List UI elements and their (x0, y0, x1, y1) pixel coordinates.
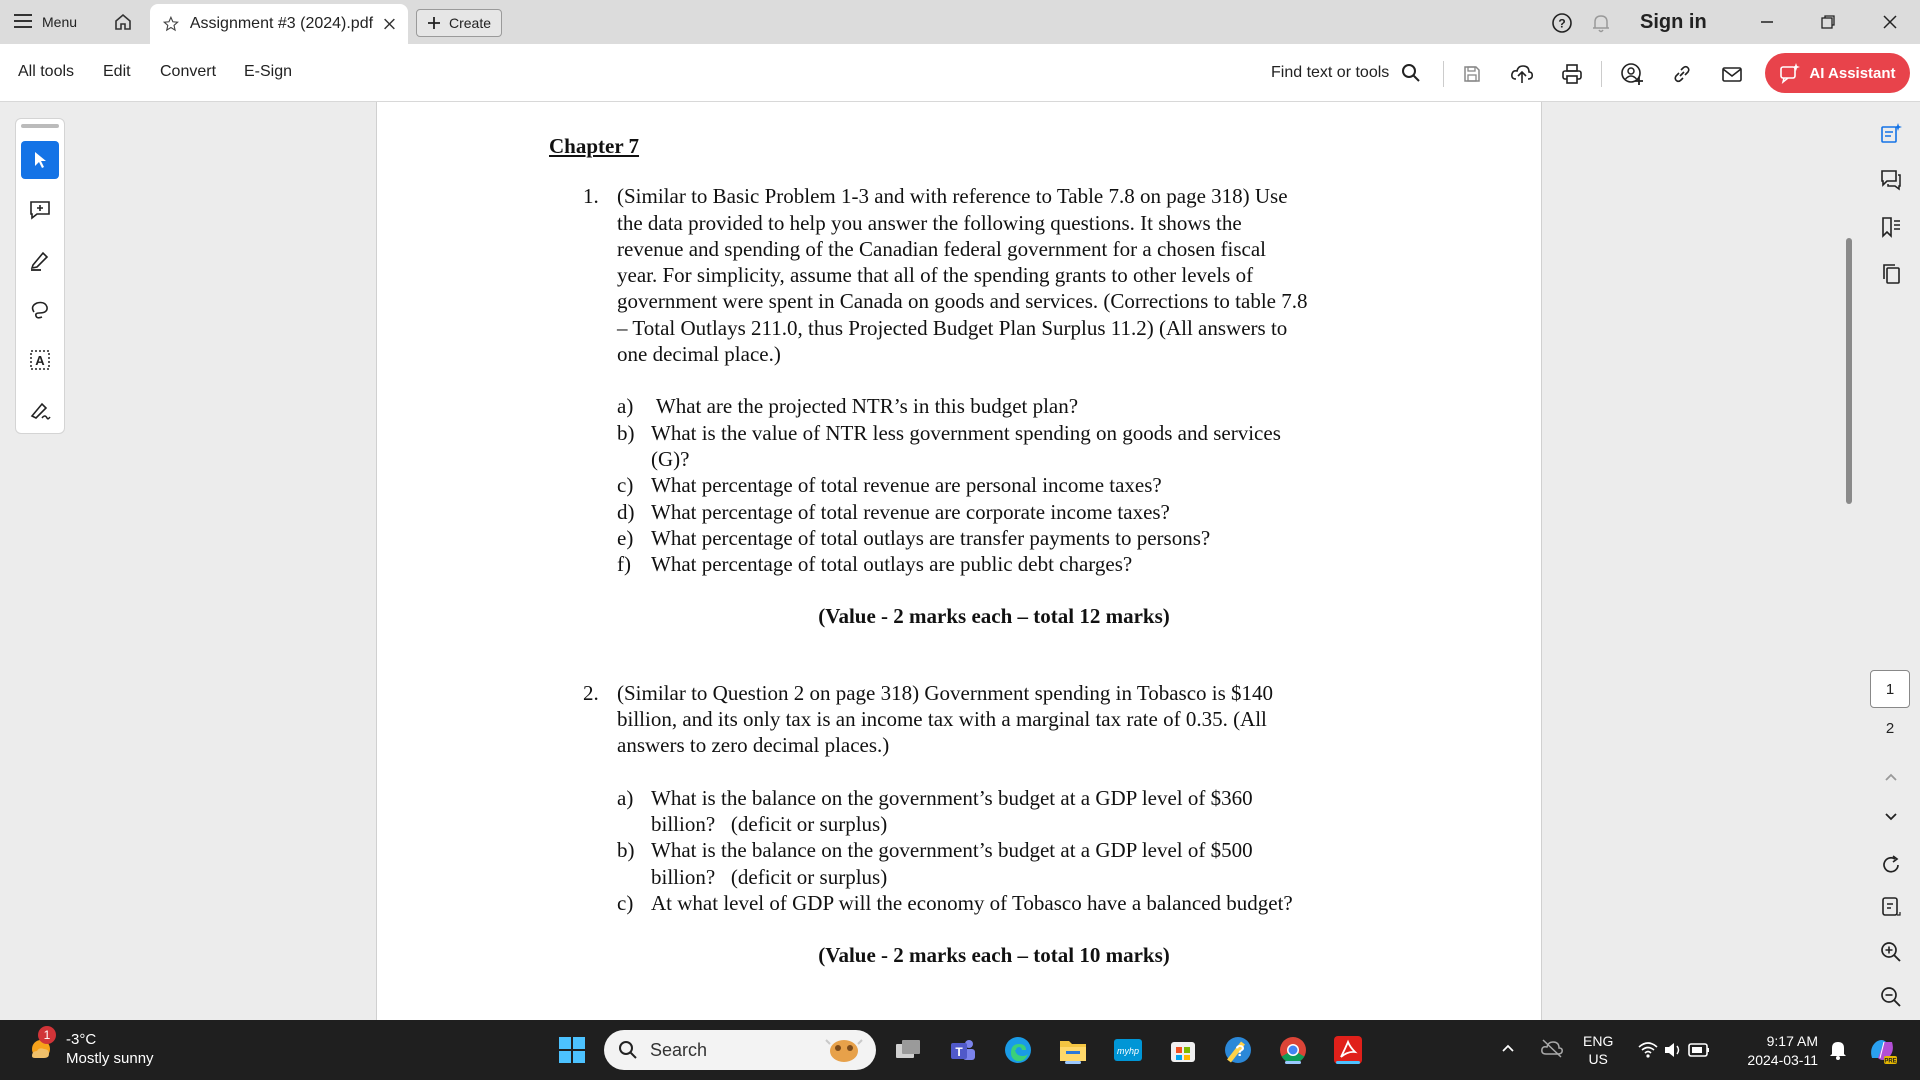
wifi-icon (1639, 1043, 1657, 1058)
plus-icon (427, 16, 441, 30)
store-icon (1169, 1036, 1197, 1064)
marks-value: (Value - 2 marks each – total 10 marks) (818, 943, 1170, 968)
tab-title: Assignment #3 (2024).pdf (189, 15, 374, 32)
bookmarks-icon[interactable] (1874, 210, 1908, 244)
list-item (617, 890, 1371, 916)
print-icon[interactable] (1559, 61, 1585, 87)
search-highlight-icon (822, 1034, 866, 1066)
question-line: billion, and its only tax is an income tax with a marginal tax rate of 0.35. (All (617, 707, 1267, 732)
svg-text:T: T (955, 1045, 963, 1059)
document-content (549, 133, 1371, 968)
subpart-line: billion? (deficit or surplus) (651, 811, 888, 836)
subpart-line: At what level of GDP will the economy of Tobasco have a balanced budget? (651, 890, 1293, 915)
svg-text:A: A (35, 353, 45, 368)
restore-button[interactable] (1808, 8, 1848, 36)
question-line: revenue and spending of the Canadian federal government for a chosen fiscal (617, 236, 1266, 261)
search-icon (1401, 63, 1421, 83)
subpart-line: (G)? (651, 446, 690, 471)
ai-assistant-button[interactable] (1765, 53, 1910, 93)
question-line: (Similar to Basic Problem 1-3 and with reference to Table 7.8 on page 318) Use (617, 184, 1288, 209)
question-2-subparts (549, 785, 1371, 916)
star-icon[interactable] (162, 13, 180, 35)
menu-convert[interactable]: Convert (160, 63, 217, 80)
zoom-in-icon[interactable] (1874, 935, 1908, 969)
battery-icon (1689, 1044, 1709, 1056)
weather-description: Mostly sunny (66, 1050, 154, 1067)
hamburger-icon (14, 14, 32, 31)
svg-text:PRE: PRE (1884, 1058, 1897, 1065)
ai-assistant-icon (1779, 62, 1801, 84)
notifications-bell-icon[interactable] (1590, 12, 1612, 39)
comments-icon[interactable] (1874, 163, 1908, 197)
text-box-tool[interactable] (21, 341, 59, 379)
clock-date: 2024-03-11 (1747, 1052, 1818, 1068)
subpart-label: a) (617, 394, 634, 419)
show-hidden-icons[interactable] (1500, 1040, 1516, 1058)
file-explorer-app[interactable] (1055, 1032, 1091, 1068)
create-label: Create (449, 15, 492, 31)
question-line: government were spent in Canada on goods and services. (Corrections to table 7.8 (617, 289, 1308, 314)
list-item (617, 551, 1371, 577)
minimize-button[interactable] (1747, 8, 1787, 36)
list-item (617, 472, 1371, 498)
next-page-chevron-down-icon[interactable] (1874, 800, 1908, 834)
temperature: -3°C (66, 1031, 97, 1048)
cloud-off-icon (1540, 1038, 1564, 1058)
windows-logo-icon (558, 1036, 586, 1064)
chapter-heading: Chapter 7 (549, 134, 640, 158)
quick-tools-rail (15, 118, 65, 434)
get-help-icon (1223, 1035, 1253, 1065)
add-comment-tool[interactable] (21, 191, 59, 229)
myhp-app[interactable] (1110, 1032, 1146, 1068)
taskbar-search-input[interactable] (604, 1030, 876, 1070)
scrollbar-thumb[interactable] (1846, 238, 1852, 504)
lasso-icon (28, 298, 52, 322)
subpart-label: c) (617, 473, 634, 498)
clock-time: 9:17 AM (1766, 1033, 1818, 1049)
list-item (617, 420, 1371, 473)
teams-icon (949, 1036, 977, 1064)
home-button[interactable] (108, 9, 138, 35)
help-icon[interactable] (1551, 12, 1573, 39)
find-label: Find text or tools (1271, 64, 1390, 81)
question-number: 1. (583, 184, 599, 209)
subpart-line: What is the balance on the government’s budget at a GDP level of $500 (651, 838, 1253, 863)
close-window-button[interactable] (1870, 8, 1910, 36)
input-language[interactable] (1583, 1032, 1613, 1068)
question-line: answers to zero decimal places.) (617, 733, 890, 758)
question-1 (549, 183, 1371, 367)
menu-all-tools[interactable]: All tools (18, 63, 75, 80)
current-page-input[interactable]: 1 (1870, 670, 1910, 708)
subpart-label: e) (617, 525, 634, 550)
subpart-line: billion? (deficit or surplus) (651, 864, 888, 889)
select-tool[interactable] (21, 141, 59, 179)
pdf-page (376, 102, 1542, 1020)
document-tab[interactable] (150, 4, 408, 44)
list-item (617, 785, 1371, 838)
title-bar (0, 0, 1920, 44)
list-item (617, 837, 1371, 890)
teams-app[interactable] (945, 1032, 981, 1068)
home-icon (113, 12, 133, 32)
main-toolbar (0, 44, 1920, 102)
task-view-button[interactable] (890, 1032, 926, 1068)
total-pages: 2 (1885, 720, 1895, 737)
app-running-indicator (1285, 1061, 1301, 1064)
menu-button[interactable] (14, 9, 77, 35)
email-icon[interactable] (1719, 61, 1745, 87)
question-line: the data provided to help you answer the following questions. It shows the (617, 210, 1242, 235)
system-clock[interactable] (1732, 1032, 1818, 1070)
subpart-line: What percentage of total revenue are personal income taxes? (651, 473, 1162, 498)
copilot-button[interactable] (1864, 1032, 1900, 1068)
rail-drag-handle[interactable] (21, 124, 59, 128)
network-volume-battery[interactable] (1637, 1039, 1717, 1065)
close-tab-icon[interactable] (383, 16, 396, 32)
zoom-out-icon[interactable] (1874, 980, 1908, 1014)
toolbar-divider (1601, 61, 1602, 87)
acrobat-app[interactable] (1330, 1032, 1366, 1068)
app-running-indicator (1065, 1061, 1081, 1064)
save-icon[interactable] (1459, 61, 1485, 87)
draw-tool[interactable] (21, 291, 59, 329)
menu-e-sign[interactable]: E-Sign (244, 63, 293, 80)
comment-plus-icon (28, 198, 52, 222)
task-view-icon (894, 1038, 922, 1062)
copilot-icon (1866, 1034, 1898, 1066)
subpart-label: a) (617, 785, 634, 810)
highlight-tool[interactable] (21, 241, 59, 279)
help-app[interactable] (1220, 1032, 1256, 1068)
page-display-icon[interactable] (1874, 890, 1908, 924)
upload-cloud-icon[interactable] (1509, 61, 1535, 87)
edge-browser-icon (1003, 1035, 1033, 1065)
question-line: (Similar to Question 2 on page 318) Government spending in Tobasco is $140 (617, 680, 1274, 705)
search-placeholder: Search (650, 1039, 708, 1060)
fill-sign-icon (28, 398, 52, 422)
marks-value: (Value - 2 marks each – total 12 marks) (818, 604, 1170, 629)
search-icon (618, 1040, 638, 1060)
chrome-app[interactable] (1275, 1032, 1311, 1068)
list-item (617, 393, 1371, 419)
subpart-label: d) (617, 499, 635, 524)
app-active-indicator (1336, 1061, 1360, 1064)
share-user-icon[interactable] (1619, 61, 1645, 87)
subpart-label: c) (617, 890, 634, 915)
link-icon[interactable] (1669, 61, 1695, 87)
subpart-label: f) (617, 552, 631, 577)
close-icon (1882, 14, 1898, 30)
question-number: 2. (583, 680, 599, 705)
weather-notification-badge: 1 (38, 1026, 56, 1044)
question-2 (549, 680, 1371, 759)
create-button[interactable] (416, 9, 502, 37)
pen-icon (28, 248, 52, 272)
subpart-line: What are the projected NTR’s in this budget plan? (651, 394, 1079, 419)
toolbar-divider (1443, 61, 1444, 87)
language-code: ENG (1583, 1033, 1614, 1049)
subpart-line: What percentage of total outlays are public debt charges? (651, 552, 1133, 577)
menu-label: Menu (42, 14, 78, 30)
text-box-icon (28, 348, 52, 372)
list-item (617, 499, 1371, 525)
find-tools-button[interactable] (1271, 63, 1421, 83)
ai-assistant-label: AI Assistant (1809, 64, 1896, 82)
list-item (617, 525, 1371, 551)
restore-icon (1820, 14, 1836, 30)
cursor-icon (31, 150, 49, 170)
menu-edit[interactable]: Edit (103, 63, 131, 80)
question-1-subparts (549, 393, 1371, 577)
chevron-up-icon (1500, 1042, 1516, 1054)
bell-icon (1828, 1039, 1848, 1061)
svg-text:?: ? (1558, 16, 1566, 31)
sign-tool[interactable] (21, 391, 59, 429)
start-button[interactable] (554, 1032, 590, 1068)
notifications-button[interactable] (1820, 1032, 1856, 1068)
subpart-label: b) (617, 838, 635, 863)
region-code: US (1588, 1051, 1608, 1067)
svg-text:?: ? (1235, 1043, 1245, 1060)
minimize-icon (1759, 14, 1775, 30)
myhp-icon (1113, 1035, 1143, 1065)
page-thumbnails-icon[interactable] (1874, 257, 1908, 291)
subpart-line: What percentage of total revenue are corporate income taxes? (651, 499, 1170, 524)
onedrive-status[interactable] (1540, 1038, 1564, 1062)
question-line: one decimal place.) (617, 342, 781, 367)
subpart-line: What percentage of total outlays are transfer payments to persons? (651, 525, 1211, 550)
subpart-line: What is the value of NTR less government spending on goods and services (651, 420, 1281, 445)
subpart-line: What is the balance on the government’s budget at a GDP level of $360 (651, 785, 1253, 810)
question-line: year. For simplicity, assume that all of the spending grants to other levels of (617, 263, 1254, 288)
question-line: – Total Outlays 211.0, thus Projected Budget Plan Surplus 11.2) (All answers to (617, 315, 1288, 340)
microsoft-store-app[interactable] (1165, 1032, 1201, 1068)
volume-icon (1665, 1043, 1679, 1057)
generate-summary-icon[interactable] (1874, 117, 1908, 151)
windows-taskbar (0, 1020, 1920, 1080)
folder-icon (1058, 1037, 1088, 1063)
previous-page-chevron-up-icon[interactable] (1874, 760, 1908, 794)
sign-in-button[interactable]: Sign in (1640, 11, 1707, 33)
edge-app[interactable] (1000, 1032, 1036, 1068)
subpart-label: b) (617, 420, 635, 445)
rotate-icon[interactable] (1874, 848, 1908, 882)
svg-text:myhp: myhp (1116, 1046, 1140, 1056)
